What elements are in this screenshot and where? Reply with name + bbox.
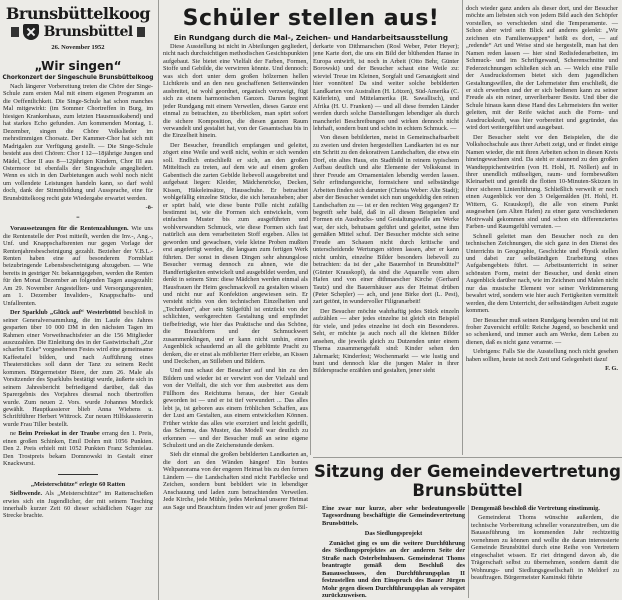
council-column-1: [322, 505, 465, 598]
council-decision: Demgemäß beschloß die Vertretung einstimmig.: [471, 505, 600, 512]
article-paragraph: Der Besucher muß seinen Rundgang beenden und ist mit froher Zuversicht erfüllt: Reiche Jugend, so beschenkt und so schenkend, und immer auch am Werke, dem Leben zu dienen, daß es nicht ganz verarme. —: [466, 316, 618, 346]
article-paragraph: Von diesen bebilderten, meist in Gemeinschaftsarbeit zu zweien und dreien hergestellten Landkarten ist es nur ein Schritt zu den dekorativen Landschaften, die etwa ein Dorf, ein altes Haus, ein Stadtbild in reinem typischem Aufbau deutlich und alte Elemente der Volkskunst in ihrer Freude am Ornamentalen lebendig werden lassen. Sehr erfindungsreiche, formsichere und selbständige Arbeiten finden sich darunter (Christa Weber: Alte Stadt); aber der Besucher wendet sich nun ungeduldig den reinen Landschaften zu — ist er den rechten Weg gegangen? Er begreift sehr bald, daß in all diesen Beispielen und Formen ein Ausdrucks- und Gestaltungswille am Werke war, der sich, behutsam geführt und geleitet, seine ihm gemäßen Mittel schuf. Der Besucher möchte sich seine Freude am Schauen nicht durch kritische und unterscheidende Wertungen stören lassen, aber er kann nicht umhin, einzelne Bilder besonders liebevoll zu betrachten: da ist der „alte Bauernhof in Brunsbüttel“ (Günter Krauskopf), da sind die Aquarelle vom alten Hafen und von einer dithmarscher Kirche (Gerhard Tautz) und die Bauernhäuser aus der Heimat drüben (Peter Schepler) — ach, und jene Birke dort (L. Pest), zart getönt, in wundervoller Filigranarbeit!: [313, 134, 459, 306]
council-headline: [313, 462, 622, 500]
news-item-text: Als „Meisterschütze“ im Rattenschießen erwies sich ein Jugendlicher, der mit seinem Tesching innerhalb kurzer Zeit 60 dieser schädlichen Nager zur Strecke brachte.: [3, 490, 153, 520]
masthead-line2-row: [0, 24, 156, 40]
news-item-place: Sielbwende.: [10, 490, 43, 498]
news-item-headline-ratten: „Meisterschütze“ erlegte 60 Ratten: [30, 480, 126, 488]
article-paragraph: Und nun schaut der Besucher auf und hin zu den Bildern und wieder ist er verwirrt von der Vielzahl und von der Vielfalt, die sich vor ihm ausbreitet aus dem Füllhorn des Reichtums heraus, der hier Gestalt geworden ist — und er ist tief verwundert ... Das alles lebt ja, ist geboren aus einem fröhlichen Schaffen, aus der Lust am Gestalten, aus einem entwickelten Können. Früher wirkte das alles wie exerziert und leicht gedrillt, das Schema, das Muster, das Modell war deutlich zu erkennen — und der Besucher muß an seine eigene Schulzeit und an die Zeichenstunde denken.: [163, 367, 308, 450]
council-paragraph: Zunächst ging es um die weitere Durchführung des Siedlungsprojektes an der anderen Seite der Straße nach Osterbelmhusen. Gemeinderat Thoms beantragte gemäß dem Beschluß des Bauausschusses, den Durchführungsplan II festzustellen und den Einspruch des Bauer Jürgen Mohr gegen diesen Durchführungsplan als verspätet zurückzuweisen.: [322, 539, 465, 598]
column-rule: [310, 42, 311, 455]
article-paragraph: derkarte von Dithmarschen (Rosl Weber, Peter Heyer); jene Karte dort, die uns ein Bild der blühenden Hanse in Europa entwirft, ist noch in Arbeit (Otto Behr, Günter Borowski) und der Besucher schaut eine Weile zu: wieviel Treue im Kleinen, Sorgfalt und Genauigkeit sind hier vonnöten! Da sind weiter solche bebilderten Landkarten von Australien (H. Lötzen), Süd-Amerika (C. Käferlein), und Mittelamerika (R. Sawallisch), und Afrika (H. U. Franken) — und all diese fremden Länder werden durch solche Darstellungen lebendiger als durch mancherlei Beschreibungen und wirken dennoch nicht lehrhaft, sondern bunt und schön in echtem Schmuck. —: [313, 43, 459, 132]
council-headline-line2: Brunsbüttel: [412, 481, 523, 500]
council-paragraph: Gemeinderat Thoms wünschte außerdem, die technische Vorbereitung schneller voranzutreiben, um die Bauausführung im kommenden Jahr rechtzeitig vornehmen zu können und wollte die daran interessierte Gemeinde Brunsbüttel durch eine Reihe von Vertretern eingeschaltet wissen. Er riet dringend davon ab, die Trägerschaft selbst zu übernehmen, sondern damit die Wohnungs- und Siedlungsgesellschaft in Meldorf zu beauftragen. Bürgermeister Kaminski führte: [471, 514, 619, 582]
banner-icon: [137, 27, 145, 37]
article-paragraph: Sieh dir einmal die großen bebilderten Landkarten an, die dort an den Wänden hängen! Ein buntes Weltpanorama von der engeren Heimat bis zu den fernen Ländern — die Landschaften sind nicht Farbflecke und Zeichen, sondern bunt bebildert wie in lebendiger Anschauung und laden zum betrachtenden Verweilen. Jede Kirche, jede Mühle, jedes Merkmal unserer Heimat aus Sage und Brauchtum finden wir auf jener großen Bil-: [163, 451, 308, 511]
council-subhead: Das Siedlungsprojekt: [364, 530, 423, 538]
left-column: [3, 83, 153, 598]
article-paragraph: doch wieder ganz anders als dieser dort, und der Besucher möchte am liebsten sich von jedem Bild auch den Schöpfer vorstellen, so verschieden sind die Temperamente. — Schon aber wird sein Blick auf anderes gelenkt: „Wir zeichnen ein Familienwappen“ heißt es dort, — auf „redende“ Art und Weise sind sie hergestellt, man hat den Namen reden lassen — hier sind Redisfederarbeiten, im Schmuck- und im Schriftgewand, Scherenschnitte und Federzeichnungen schließen sich an. — Welch eine Fülle der Ausdrucksformen bietet sich dem jugendlichen Gestaltungswillen, die der Lehrmeister ihm erschließt, die er sich erwerben und der er sich bedienen kann zu seiner Freude als ein reiner, unverlierbarer Besitz. Und über die Schule hinaus kann diese Hand des Lehrmeisters ihn weiter geleiten, mit der Reife wächst auch die Form- und Ausdruckskraft, was hier vorbereitet und gegründet, das wird dort weitergeführt und ausgebaut.: [466, 5, 618, 132]
news-item-prefix: ne: [10, 430, 16, 438]
council-lead: Eine zwar nur kurze, aber sehr bedeutungsvolle Tagesordnung beschäftigte die Gemeindevertretung Brunsbüttels.: [322, 505, 465, 527]
article-paragraph: Diese Ausstellung ist nicht in Abteilungen gegliedert, nicht nach durchsichtigen methodischen Gesichtspunkten aufgebaut. Sie bietet eine Vielfalt der Farben, Formen, Stoffe und Gebilde, die verwirren könnte. Und dennoch: was sich dort unter dem großen hölzernen hellen Lichtkreis und an den neu geschaffenen Seitenwänden ausbreitet, ist wohl geordnet, organisch verzweigt, fügt sich zu einem harmonischen Ganzen. Darum beginnt jeder Rundgang mit einem Verweilen, dieses Ganze erst einmal zu betrachten, zu überblicken, man spürt sofort die sichere Komposition, die diesen ganzen Raum verwandelt und gestaltet hat, von der Gesamtschau bis in die Einzelheit hinein.: [163, 43, 308, 140]
main-column-3: [466, 5, 618, 455]
masthead-line1: Brunsbüttelkoog: [5, 4, 151, 23]
news-item-sparklub: [3, 309, 153, 428]
article-paragraph: Nach längerer Vorbereitung treten die Chöre der Singe-Schule zum ersten Mal mit einem eigenen Programm an die Oeffentlichkeit. Die Singe-Schule hat schon manches Mal mitgewirkt: (im Sommer Chortreffen in Burg, im hiesigen Krankenhaus, zum letzten Hausmusikabend) und hat starkes Echo gefunden. Am kommenden Montag, 1. Dezember, singen die Chöre Volkslieder im mehrstimmigen Chorsatz. Der Kammer-Chor hat sich mit Madrigalen zur Verfügung gestellt. — Die Singe-Schule besteht aus drei Chören: Chor I 12—18jährige Jungen und Mädel, Chor II aus 8—12jährigen Kindern, Chor III aus Ostermoor ist ebenfalls der Singeschule angegliedert. Wenn es sich in den Darbietungen auch wohl noch nicht um vollendete Leistungen handeln kann, so darf wohl doch, dank der Stimmbildung und Aussprache, eine für Brunsbüttelkoog recht gute Wiedergabe erwartet werden.: [3, 83, 153, 202]
column-rule: [462, 0, 463, 455]
column-rule: [158, 0, 159, 600]
article-paragraph: Schnell geleitet man den Besucher noch zu den technischen Zeichnungen, die sich ganz in den Dienst des Unterrichts in Geographie, Geschichte und Physik stellen und dabei zur selbständigen Erarbeitung eines Aufgabengebiets führt. — Arbeitsunterricht in seiner schönsten Form, meint der Besucher, und denkt einen Augenblick darüber nach, wie im Zeichnen und Malen nicht nur das musische Element vor seiner Verkümmerung bewahrt wird, sondern wie hier auch Fertigkeiten vermittelt werden, die dem Unterricht, der selbständigen Arbeit zugute kommen.: [466, 232, 618, 315]
council-column-2: [471, 505, 619, 598]
ornament-divider: ≡: [76, 214, 80, 221]
news-item-rente: [3, 225, 153, 307]
masthead: [0, 4, 156, 51]
article-headline-wir-singen: „Wir singen“: [34, 59, 122, 73]
council-headline-line1: Sitzung der Gemeindevertretung: [314, 462, 621, 481]
article-signature: -ö-: [145, 204, 153, 212]
section-rule: [313, 457, 622, 458]
coat-of-arms-icon: [23, 24, 39, 40]
article-paragraph: Der Besucher möchte wahrhaftig jedes Stück einzeln aufzählen — aber jedes einzelne ist gleich ein Beispiel für viele, und jedes einzelne ist doch ein Besonderes. Seht, er möchte ja auch noch all die kleinen Bilder ansehen, die jeweils gleich zu Dutzenden unter einem Thema zusammengefaßt sind: Kinder sehen den Jahrmarkt; Kinderfest; Wochenmarkt — wie lustig und bunt und dennoch klar die jungen Maler in ihrer Bildersprache erzählen und gestalten, jener sieht: [313, 307, 459, 375]
news-item-ratten: [3, 490, 153, 520]
news-item-title: Beim Preisskat in der Traube: [18, 430, 100, 438]
divider: [58, 474, 98, 475]
masthead-line2: Brunsbüttel: [43, 24, 133, 40]
main-subhead: Ein Rundgang durch die Mal-, Zeichen- und Handarbeitsausstellung: [173, 33, 449, 42]
article-paragraph: Der Besucher steht vor den Beispielen, die die Volkshochschule aus ihrer Arbeit zeigt, und er findet einige Namen wieder, die mit ihren Arbeiten schon in diesen Kreis hineingewachsen sind. Da steht er staunend zu den großen Wandteppichentwürfen (von H. Hohl, H. Nölleri) auf in ihrer unendlich mühseligen, raum- und formbewußten Kleinarbeit und genießt die flotten 10-Minuten-Skizzen in ihrer sicheren Linienführung. Schließlich verweilt er noch einen Augenblick vor den 3 Oelgemälden (H. Hohl, H. Wittern, G. Krauskopf), die alle von einem Punkt ausgesehen (am Alten Hafen) zu einer ganz verschiedenen Motivwahl gekommen sind und schon ein differenziertes Farben- und Raumgefühl verraten. —: [466, 133, 618, 231]
news-item-skat: [3, 430, 153, 467]
article-signature: F. G.: [605, 365, 618, 373]
news-item-text: beschloß in seiner Generalversammlung, die im Laufe des Jahres gesparten über 10 000 DM in den nächsten Tagen im Rahmen einer Vorweihnachtsfeier an die 156 Mitglieder auszuzahlen. Die Einleitung des in der Gastwirtschaft „Zur scharfen Ecke“ vorgesehenen Festes wird eine gemeinsame Kaffeetafel bilden, und nach Aufführung eines Theaterstückes soll dann der Tanz zu seinem Recht kommen. Bürgermeister Biere, der zum 26. Male als Vorsitzender des Sparklubs bestätigt wurde, äußerte sich in seinem Jahresbericht befriedigend darüber, daß das Sparergebnis des Vorjahres diesmal noch übertroffen wurde. Zum neuen 2. Vors. wurde Johannes Mordick gewählt. Hauptkassierer blieb Anna Wiebens u. Schriftführer Herbert Wittrock. Zur neuen Hilfskassiererin wurde Frau Tiller bestellt.: [3, 309, 153, 428]
news-item-text: Wie uns die Rentenstelle der Post mitteilt, werden die Inv.-, Ang.-, Unf. und Knappschaftsrenten nur gegen Vorlage der Rentenjahresbescheinigung gezahlt. Bezieher der V.B.L.-Renten haben eine auf besonderem Formblatt beizubringende Lebensbescheinigung abzugeben. — Wie bereits in gestriger Nr. bekanntgegeben, werden die Renten für den Monat Dezember an folgenden Tagen ausgezahlt: Am 29. November Angestellten- und Versorgungsrenten, am 1. Dezember Invaliden-, Knappschafts- und Unfallrenten.: [3, 225, 153, 307]
banner-icon: [11, 27, 19, 37]
article-paragraph: Der Besucher, freundlich empfangen und geleitet, zögert eine Weile und weiß nicht, wohin er sich wenden soll. Endlich entschließt er sich, an den großen Mitteltisch zu treten, auf dem wie auf einem großen Gabentisch die zarten Gebilde liebevoll ausgebreitet und aufgebaut liegen: Kleider, Mädchenröcke, Decken, Kissen, Häkeleinsätze, Hausschuhe. Er betrachtet wohlgefällig einzelne Stücke, die sich herausheben; aber er spürt bald, wie diese bunte Fülle nicht zufällig bestimmt ist, wie die Formen sich entwickeln, vom einfachen Muster bis zum ausgeführten und wohlverwandten Schmuck, wie diese Formen sich fast natürlich aus dem verarbeiteten Stoff ergeben. Alles ist geworden und gewachsen, viele kleine Proben mußten erst angefertigt werden, die langsam zum fertigen Werk führten. Der sonst in diesen Dingen sehr ahnungslose Besucher vermag dennoch zu ahnen, wie die Handfertigkeiten entwickelt und ausgebildet werden, und denkt in seinem Sinn: diese Mädchen werden einmal als Hausfrauen ihr Heim geschmackvoll zu gestalten wissen und nicht nur auf Konfektion angewiesen sein. Er versteht nichts von den technischen Einzelheiten und „Techniken“, aber sein Stilgefühl ist entzückt von der schlichten, werkgerechten Gestaltung und empfindet tiefbefriedigt, wie hier das Praktische und das Schöne, die Brauchform und der Schmuckwert zusammenklingen, und er kann nicht umhin, einen Augenblick schaudernd an all die geblümte Pracht zu denken, die er einst als möblierter Herr erlebte, an Kissen und Deckchen, an Stilleben und Bildern.: [163, 141, 308, 366]
column-rule: [468, 505, 469, 598]
main-column-2: [313, 43, 459, 455]
news-item-text: errang den 1. Preis, einen großen Schinken, Emil Dohrn mit 1056 Punkten. Den 2. Preis erhielt mit 1052 Punkten Franz Schmielau. Den Trostpreis bekam Domnowski in Gestalt einer Knackwurst.: [3, 430, 153, 468]
news-item-title: Voraussetzungen für die Rentenzahlungen.: [10, 225, 129, 233]
issue-date: 26. November 1952: [51, 44, 105, 51]
article-paragraph: Uebrigens: Falls Sie die Ausstellung noch nicht gesehen haben sollten, heute ist noch Zeit und Gelegenheit dazu!: [466, 348, 618, 363]
news-item-title: Der Sparklub „Glück auf“ Westerbüttel: [10, 309, 121, 317]
article-subhead-wir-singen: Chorkonzert der Singeschule Brunsbüttelkoog: [2, 75, 154, 81]
main-headline: Schüler stellen aus!: [182, 6, 440, 31]
main-column-1: [163, 43, 308, 598]
